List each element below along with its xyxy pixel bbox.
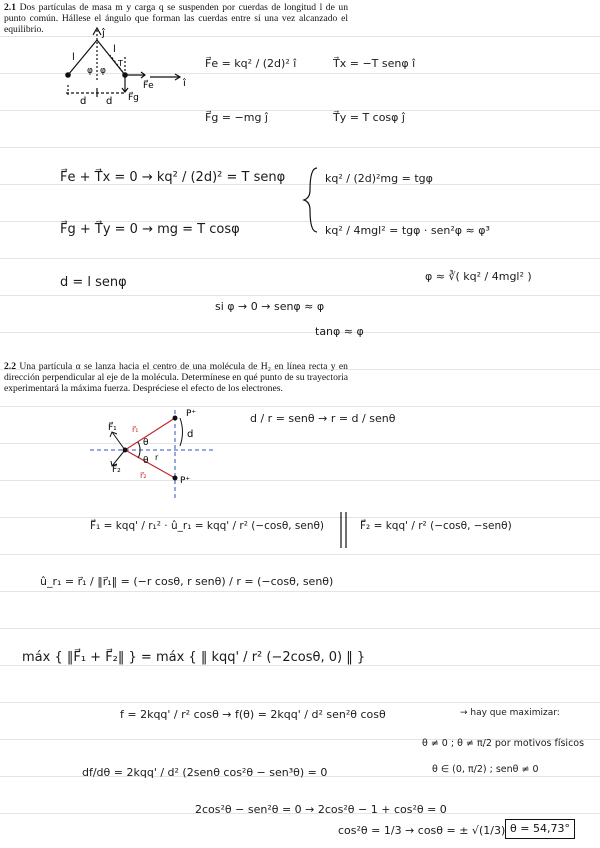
hw-fe-def: F⃗e = kq² / (2d)² î [205,57,297,70]
d2-theta1: θ [143,438,149,448]
d1-fe: F⃗e [143,81,154,91]
hw-note2: θ ≠ 0 ; θ ≠ π/2 por motivos físicos [422,738,585,749]
d1-l-right: l [113,44,116,55]
d1-x-axis-label: î [183,78,186,89]
d2-p-top: P⁺ [186,409,197,419]
hw-note1: → hay que maximizar: [460,708,560,718]
problem-2-1-number: 2.1 [4,2,16,13]
d1-d1: d [80,96,87,107]
hw-f1: F⃗₁ = kqq' / r₁² · û_r₁ = kqq' / r² (−cosθ, senθ) [90,520,325,532]
hw-deriv: df/dθ = 2kqq' / d² (2senθ cos²θ − sen³θ) = 0 [82,766,328,779]
hw-eq2: F⃗g + T⃗y = 0 → mg = T cosφ [60,222,240,237]
hw-approx2: tanφ ≈ φ [315,325,364,338]
hw-fg-def: F⃗g = −mg ĵ [205,111,268,124]
hw-ty-def: T⃗y = T cosφ ĵ [333,111,405,124]
problem-2-2 [4,361,348,395]
d2-d: d [187,429,194,440]
hw-note3: θ ∈ (0, π/2) ; senθ ≠ 0 [432,764,539,775]
d2-r1: r⃗₁ [132,425,139,434]
hw-max: máx { ‖F⃗₁ + F⃗₂‖ } = máx { ‖ kqq' / r² (−2cosθ, 0) ‖ } [22,650,366,665]
hw-trig: 2cos²θ − sen²θ = 0 → 2cos²θ − 1 + cos²θ = 0 [195,803,447,816]
d1-d2: d [106,96,113,107]
hw-phi-sol: φ ≈ ∛( kq² / 4mgl² ) [425,270,532,283]
d1-t: T [118,59,123,68]
d1-phi2: φ [100,66,106,76]
d2-r: r [155,453,159,462]
d2-f1: F⃗₁ [108,423,117,433]
hw-sys1: kq² / (2d)²mg = tgφ [325,172,433,185]
d1-y-axis-label: ĵ [102,28,105,39]
problem-2-2-number: 2.2 [4,361,16,372]
problem-2-2-text: Una partícula α se lanza hacia el centro de una molécula de H₂ en línea recta y en dirección perpendicular al eje de la molécula. Determínese en qué punto de su trayectoria experimentará la máxima fuerza. Despréciese el efecto de los electrones. [4,361,348,395]
hw-eq1: F⃗e + T⃗x = 0 → kq² / (2d)² = T senφ [60,170,286,185]
problem-2-1-text: Dos partículas de masa m y carga q se suspenden por cuerdas de longitud l de un punto común. Hállese el ángulo que forman las cuerdas entre sí una vez alcanzado el equilibrio. [4,2,348,36]
result-box [505,819,575,839]
hw-approx1: si φ → 0 → senφ ≈ φ [215,300,325,313]
d2-r2: r⃗₂ [140,471,147,480]
d1-l-left: l [72,52,75,63]
hw-cos: cos²θ = 1/3 → cosθ = ± √(1/3) [338,824,506,837]
hw-fexpr: f = 2kqq' / r² cosθ → f(θ) = 2kqq' / d² sen²θ cosθ [120,708,386,721]
hw-d-rel: d = l senφ [60,275,127,290]
result-value: θ = 54,73° [510,822,570,835]
hw-f2: F⃗₂ = kqq' / r² (−cosθ, −senθ) [360,520,512,532]
hw-r-rel: d / r = senθ → r = d / senθ [250,412,396,425]
hw-ur: û_r₁ = r⃗₁ / ‖r⃗₁‖ = (−r cosθ, r senθ) / r = (−cosθ, senθ) [40,575,334,588]
d2-f2: F⃗₂ [112,465,121,475]
d2-p-bottom: P⁺ [180,476,191,486]
d2-theta2: θ [143,456,149,466]
hw-tx-def: T⃗x = −T senφ î [333,57,416,70]
d1-phi1: φ [87,66,93,76]
d1-fg: F⃗g [128,93,139,103]
hw-sys2: kq² / 4mgl² = tgφ · sen²φ ≈ φ³ [325,224,490,237]
